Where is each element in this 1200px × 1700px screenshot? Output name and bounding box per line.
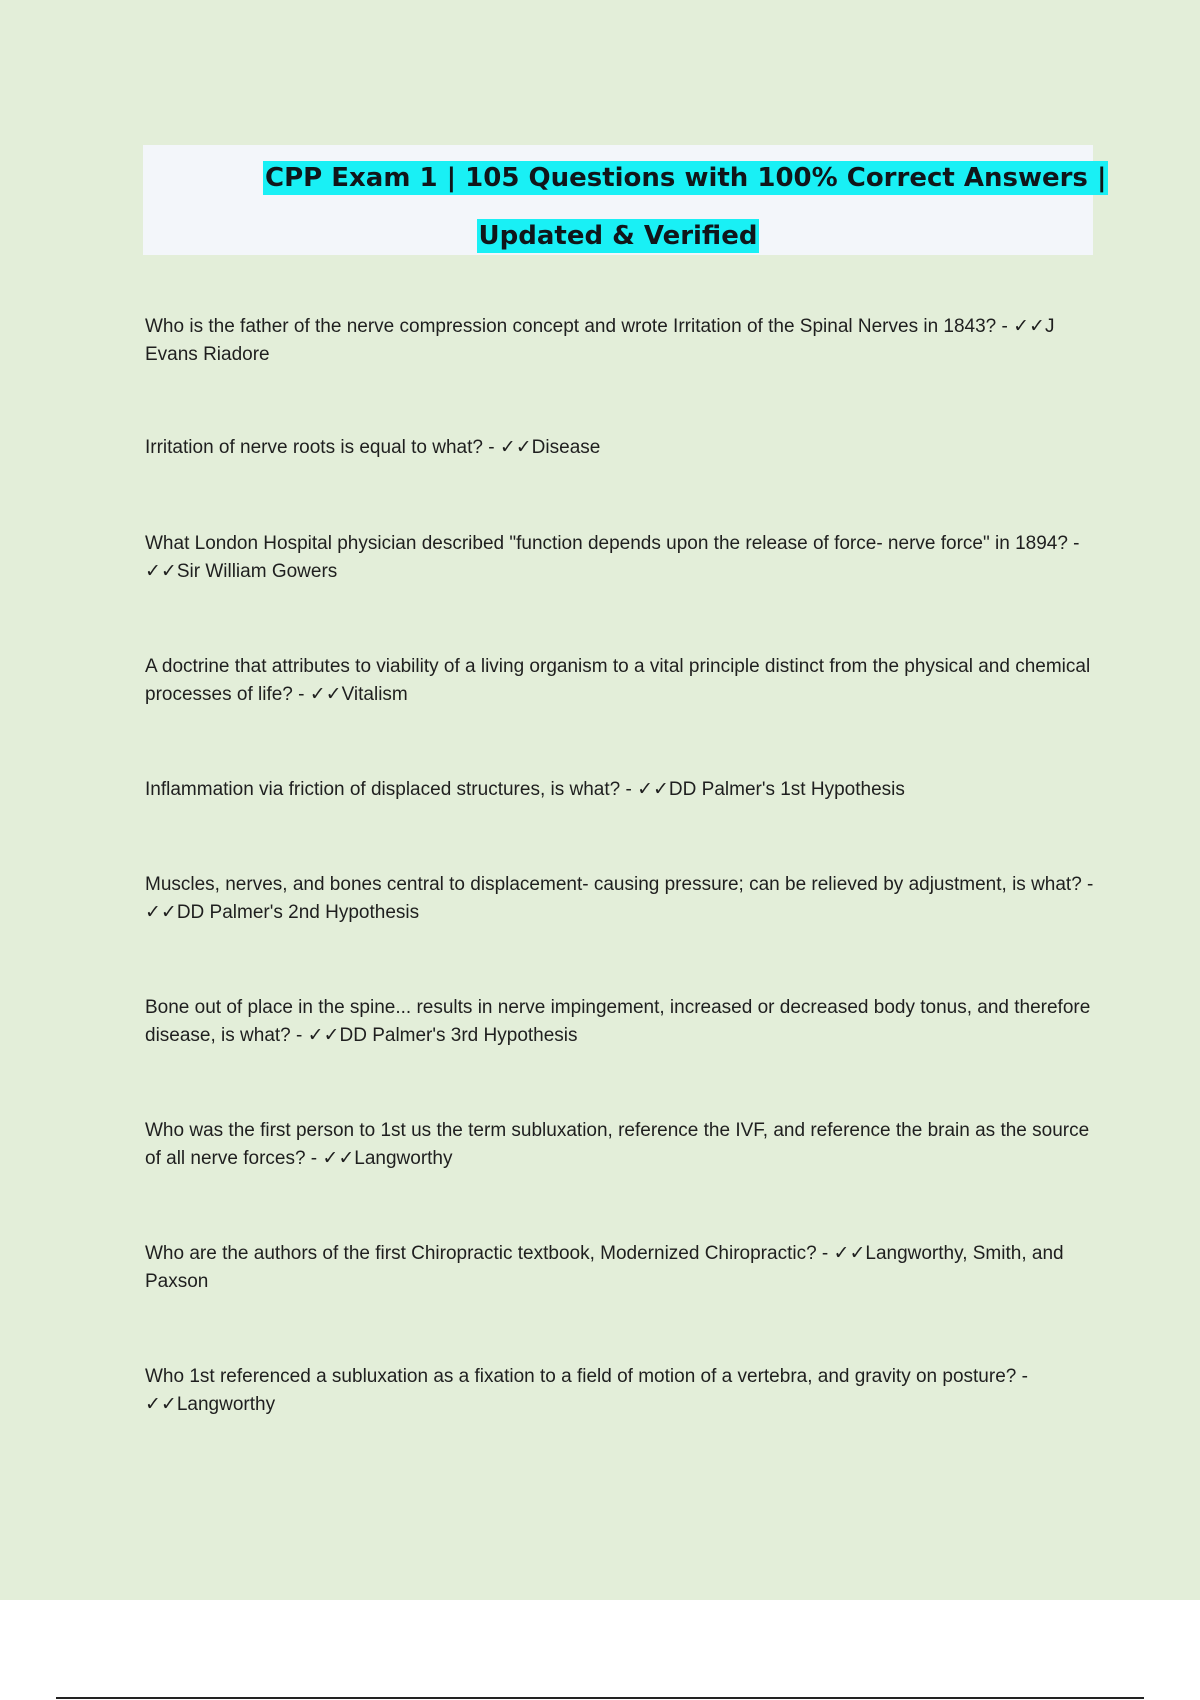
question-text: Who is the father of the nerve compression concept and wrote Irritation of the Spinal Nerves in 1843? - — [145, 316, 1008, 337]
title-line-1 — [143, 149, 1107, 207]
qa-item — [145, 434, 1095, 462]
qa-item — [145, 871, 1095, 927]
answer-text: ✓✓Vitalism — [309, 684, 408, 705]
qa-item — [145, 1240, 1095, 1296]
question-text: Inflammation via friction of displaced structures, is what? - — [145, 779, 632, 800]
title-highlight-1: CPP Exam 1 | 105 Questions with 100% Correct Answers | — [265, 163, 1107, 193]
qa-item — [145, 653, 1095, 709]
question-text: Who 1st referenced a subluxation as a fixation to a field of motion of a vertebra, and gravity on posture? - — [145, 1366, 1028, 1387]
answer-text: ✓✓Langworthy — [145, 1394, 276, 1415]
qa-item — [145, 994, 1095, 1050]
answer-text: ✓✓DD Palmer's 1st Hypothesis — [637, 779, 905, 800]
answer-text: ✓✓Sir William Gowers — [145, 561, 338, 582]
answer-text: ✓✓Langworthy — [322, 1148, 453, 1169]
question-text: What London Hospital physician described "function depends upon the release of force- nerve force" in 1894? - — [145, 533, 1080, 554]
title-highlight-2: Updated & Verified — [478, 221, 758, 251]
question-text: Muscles, nerves, and bones central to displacement- causing pressure; can be relieved by adjustment, is what? - — [145, 874, 1094, 895]
question-text: Who are the authors of the first Chiropractic textbook, Modernized Chiropractic? - — [145, 1243, 829, 1264]
title-line-2 — [143, 207, 1093, 265]
answer-text: ✓✓DD Palmer's 2nd Hypothesis — [145, 902, 420, 923]
footer-divider — [56, 1697, 1144, 1699]
question-text: A doctrine that attributes to viability of a living organism to a vital principle distinct from the physical and chemical processes of life? - — [145, 656, 1091, 705]
question-text: Bone out of place in the spine... results in nerve impingement, increased or decreased body tonus, and therefore disease, is what? - — [145, 997, 1091, 1046]
answer-text: ✓✓Disease — [499, 437, 601, 458]
qa-item — [145, 1117, 1095, 1173]
qa-item — [145, 313, 1095, 369]
question-text: Irritation of nerve roots is equal to what? - — [145, 437, 495, 458]
answer-text: ✓✓DD Palmer's 3rd Hypothesis — [307, 1025, 578, 1046]
title-box — [143, 145, 1107, 255]
qa-item — [145, 1363, 1095, 1419]
answer-text: ✓✓Langworthy, Smith, and Paxson — [145, 1243, 1064, 1292]
qa-item — [145, 776, 1095, 804]
qa-item — [145, 530, 1095, 586]
answer-text: ✓✓J Evans Riadore — [145, 316, 1055, 365]
question-text: Who was the first person to 1st us the term subluxation, reference the IVF, and reference the brain as the source of all nerve forces? - — [145, 1120, 1090, 1169]
